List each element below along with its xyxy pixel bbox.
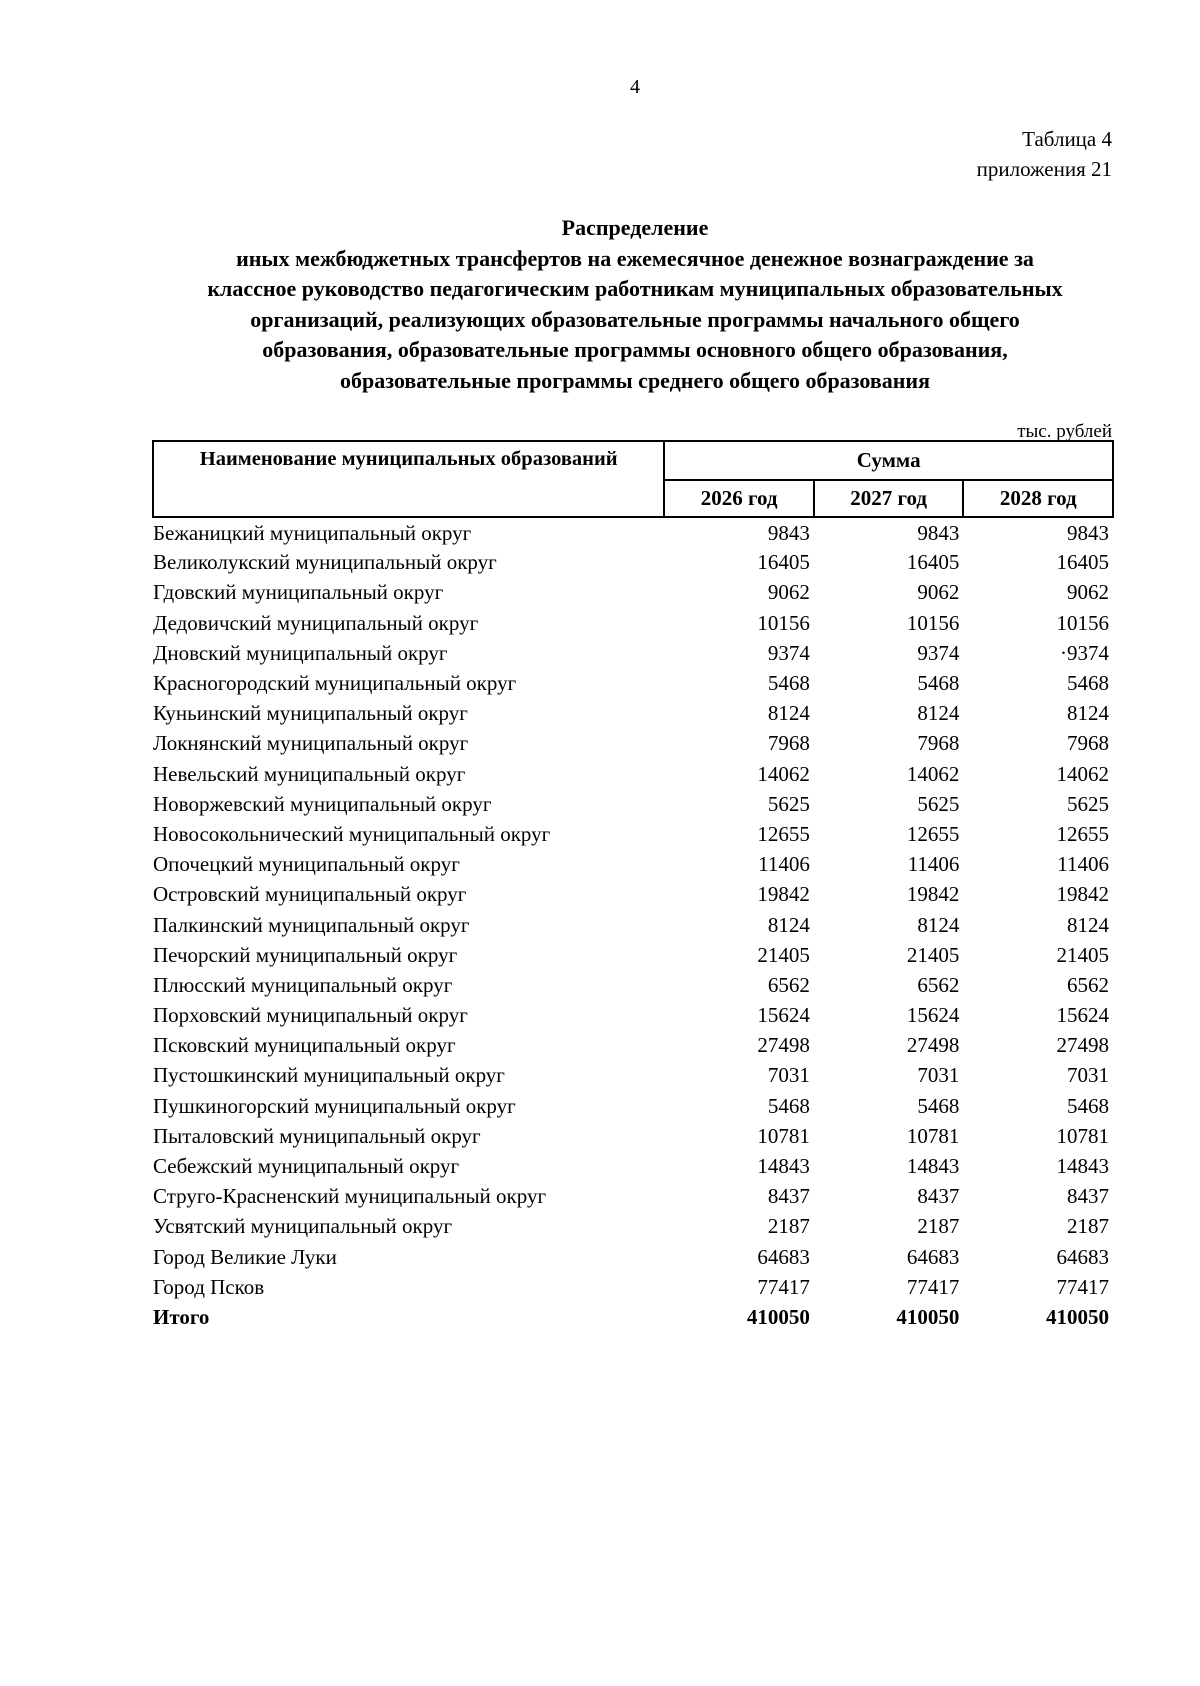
value-2028: ·9374	[1060, 640, 1109, 665]
value-2026: 77417	[757, 1274, 810, 1299]
value-2026: 7031	[767, 1063, 810, 1088]
value-2026: 21405	[757, 942, 810, 967]
table-row	[153, 668, 1113, 698]
value-2027: 9062	[917, 580, 960, 605]
municipality-name: Город Великие Луки	[153, 1244, 337, 1269]
value-2026: 10156	[757, 610, 810, 635]
municipality-name: Дновский муниципальный округ	[153, 640, 448, 665]
value-2026: 8437	[767, 1184, 810, 1209]
value-2027: 19842	[906, 882, 960, 907]
value-2027: 14843	[906, 1154, 960, 1179]
value-2026: 11406	[758, 852, 810, 877]
municipality-name: Пыталовский муниципальный округ	[153, 1123, 481, 1148]
table-row	[153, 909, 1113, 939]
value-2027: 5468	[917, 671, 960, 696]
value-2028: 77417	[1056, 1274, 1109, 1299]
value-2027: 8437	[917, 1184, 960, 1209]
municipality-name: Локнянский муниципальный округ	[153, 731, 469, 756]
value-2028: 8124	[1067, 912, 1109, 937]
municipality-name: Красногородский муниципальный округ	[153, 671, 517, 696]
title-line: организаций, реализующих образовательные программы начального общего	[250, 306, 1020, 332]
municipality-name: Островский муниципальный округ	[153, 882, 467, 907]
header-sum: Сумма	[664, 441, 1113, 480]
value-2026: 2187	[767, 1214, 810, 1239]
value-2028: 8437	[1067, 1184, 1109, 1209]
value-2026: 19842	[757, 882, 810, 907]
document-title	[130, 213, 1140, 396]
municipality-name: Плюсский муниципальный округ	[153, 972, 453, 997]
value-2027: 9843	[917, 520, 960, 545]
title-line: образования, образовательные программы основного общего образования,	[262, 337, 1008, 362]
municipality-name: Опочецкий муниципальный округ	[153, 852, 460, 877]
value-2027: 11406	[907, 852, 960, 877]
value-2028: 11406	[1057, 852, 1109, 877]
value-2027: 7031	[917, 1063, 960, 1088]
value-2026: 6562	[767, 972, 810, 997]
value-2027: 77417	[906, 1274, 960, 1299]
value-2026: 9374	[767, 640, 810, 665]
value-2028: 5625	[1067, 791, 1109, 816]
value-2028: 410050	[1046, 1304, 1109, 1329]
value-2027: 16405	[906, 550, 960, 575]
municipality-name: Струго-Красненский муниципальный округ	[153, 1184, 547, 1209]
municipality-name: Бежаницкий муниципальный округ	[153, 520, 472, 545]
table-row	[153, 1181, 1113, 1211]
value-2026: 14843	[757, 1154, 810, 1179]
table-row	[153, 1030, 1113, 1060]
value-2026: 5468	[767, 1093, 810, 1118]
value-2027: 27498	[906, 1033, 960, 1058]
value-2027: 5468	[917, 1093, 960, 1118]
value-2028: 14062	[1056, 761, 1109, 786]
header-year-2027: 2027 год	[814, 480, 964, 517]
table-row	[153, 1121, 1113, 1151]
municipality-name: Невельский муниципальный округ	[153, 761, 466, 786]
table-row	[153, 517, 1113, 547]
municipality-name: Дедовичский муниципальный округ	[153, 610, 479, 635]
value-2028: 16405	[1056, 550, 1109, 575]
value-2027: 14062	[906, 761, 960, 786]
table-row	[153, 698, 1113, 728]
value-2026: 14062	[757, 761, 810, 786]
value-2027: 8124	[917, 912, 960, 937]
table-row	[153, 577, 1113, 607]
municipality-name: Новосокольнический муниципальный округ	[153, 821, 551, 846]
municipality-name: Пустошкинский муниципальный округ	[153, 1063, 505, 1088]
value-2028: 2187	[1067, 1214, 1109, 1239]
table-row	[153, 1211, 1113, 1241]
value-2028: 9062	[1067, 580, 1109, 605]
value-2028: 9843	[1067, 520, 1109, 545]
title-line: Распределение	[561, 215, 709, 240]
value-2026: 64683	[757, 1244, 810, 1269]
value-2028: 10781	[1056, 1123, 1109, 1148]
header-year-2028: 2028 год	[963, 480, 1113, 517]
municipality-name: Куньинский муниципальный округ	[153, 701, 468, 726]
value-2027: 64683	[906, 1244, 960, 1269]
value-2027: 6562	[917, 972, 960, 997]
table-row	[153, 879, 1113, 909]
value-2028: 19842	[1056, 882, 1109, 907]
municipality-name: Палкинский муниципальный округ	[153, 912, 470, 937]
municipality-name: Пушкиногорский муниципальный округ	[153, 1093, 516, 1118]
value-2028: 15624	[1056, 1003, 1109, 1028]
value-2026: 410050	[746, 1304, 810, 1329]
title-line: иных межбюджетных трансфертов на ежемесячное денежное вознаграждение за	[236, 245, 1034, 271]
municipality-name: Великолукский муниципальный округ	[153, 550, 497, 575]
table-row	[153, 547, 1113, 577]
value-2027: 2187	[917, 1214, 960, 1239]
municipality-name: Город Псков	[153, 1274, 265, 1299]
municipality-name: Порховский муниципальный округ	[153, 1003, 468, 1028]
value-2028: 14843	[1056, 1154, 1109, 1179]
value-2026: 9062	[767, 580, 810, 605]
value-2026: 27498	[757, 1033, 810, 1058]
table-row	[153, 1272, 1113, 1302]
table-row	[153, 638, 1113, 668]
value-2028: 10156	[1056, 610, 1109, 635]
value-2028: 8124	[1067, 701, 1109, 726]
appendix-reference: приложения 21	[976, 157, 1112, 181]
value-2028: 21405	[1056, 942, 1109, 967]
municipality-name: Новоржевский муниципальный округ	[153, 791, 492, 816]
value-2028: 12655	[1056, 821, 1109, 846]
table-row	[153, 970, 1113, 1000]
header-municipality-name: Наименование муниципальных образований	[153, 441, 664, 517]
table-row	[153, 849, 1113, 879]
value-2028: 7031	[1067, 1063, 1109, 1088]
table-row	[153, 1060, 1113, 1090]
header-year-2026: 2026 год	[664, 480, 814, 517]
table-row	[153, 819, 1113, 849]
value-2026: 8124	[767, 912, 810, 937]
value-2027: 9374	[917, 640, 960, 665]
distribution-table	[152, 440, 1114, 1332]
value-2026: 16405	[757, 550, 810, 575]
units-label: тыс. рублей	[1017, 421, 1112, 442]
table-row	[153, 728, 1113, 758]
value-2028: 5468	[1067, 1093, 1109, 1118]
value-2027: 15624	[906, 1003, 960, 1028]
value-2027: 10781	[906, 1123, 960, 1148]
municipality-name: Псковский муниципальный округ	[153, 1033, 456, 1058]
value-2028: 7968	[1067, 731, 1109, 756]
total-label: Итого	[153, 1304, 210, 1329]
table-row	[153, 1000, 1113, 1030]
municipality-name: Усвятский муниципальный округ	[153, 1214, 453, 1239]
value-2028: 6562	[1067, 972, 1109, 997]
table-row	[153, 940, 1113, 970]
value-2027: 12655	[906, 821, 960, 846]
table-row	[153, 1151, 1113, 1181]
value-2027: 7968	[917, 731, 960, 756]
value-2026: 7968	[767, 731, 810, 756]
table-row	[153, 1242, 1113, 1272]
value-2026: 8124	[767, 701, 810, 726]
municipality-name: Себежский муниципальный округ	[153, 1154, 460, 1179]
value-2028: 27498	[1056, 1033, 1109, 1058]
value-2026: 12655	[757, 821, 810, 846]
value-2026: 5468	[767, 671, 810, 696]
municipality-name: Гдовский муниципальный округ	[153, 580, 444, 605]
title-line: классное руководство педагогическим работникам муниципальных образовательных	[207, 276, 1063, 301]
value-2027: 21405	[906, 942, 960, 967]
value-2026: 5625	[767, 791, 810, 816]
municipality-name: Печорский муниципальный округ	[153, 942, 458, 967]
value-2027: 8124	[917, 701, 960, 726]
table-row	[153, 608, 1113, 638]
value-2026: 10781	[757, 1123, 810, 1148]
table-row	[153, 789, 1113, 819]
total-row	[153, 1302, 1113, 1332]
value-2027: 10156	[906, 610, 960, 635]
value-2026: 9843	[767, 520, 810, 545]
value-2027: 410050	[896, 1304, 960, 1329]
value-2028: 5468	[1067, 671, 1109, 696]
table-row	[153, 759, 1113, 789]
page-number: 4	[630, 76, 640, 98]
value-2028: 64683	[1056, 1244, 1109, 1269]
value-2027: 5625	[917, 791, 960, 816]
title-line: образовательные программы среднего общего образования	[340, 367, 930, 393]
table-row	[153, 1091, 1113, 1121]
table-reference-number: Таблица 4	[1022, 127, 1112, 151]
value-2026: 15624	[757, 1003, 810, 1028]
